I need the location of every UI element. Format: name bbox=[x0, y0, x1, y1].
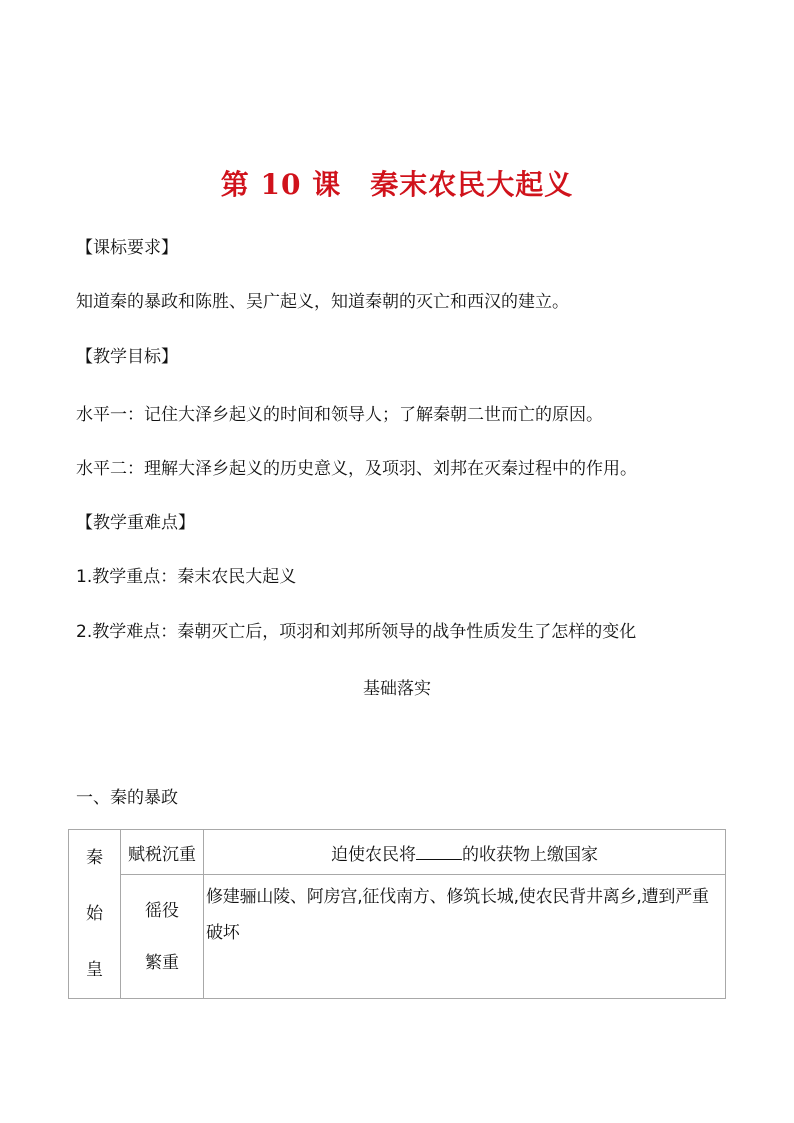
goals-heading: 【教学目标】 bbox=[76, 347, 178, 367]
tyranny-table bbox=[68, 829, 726, 999]
key-point: 1.教学重点：秦末农民大起义 bbox=[76, 567, 297, 587]
part1-heading: 一、秦的暴政 bbox=[76, 788, 178, 808]
desc-cell-corvee: 修建骊山陵、阿房宫,征伐南方、修筑长城,使农民背井离乡,遭到严重破坏 bbox=[204, 875, 726, 999]
goal-level-1: 水平一：记住大泽乡起义的时间和领导人；了解秦朝二世而亡的原因。 bbox=[76, 405, 603, 425]
tax-desc-after: 的收获物上缴国家 bbox=[462, 844, 598, 865]
foundation-heading: 基础落实 bbox=[363, 679, 431, 699]
item-cell-tax: 赋税沉重 bbox=[121, 830, 204, 875]
lesson-title: 第 10 课 秦末农民大起义 bbox=[220, 168, 574, 201]
ruler-char: 秦 bbox=[86, 848, 103, 868]
corvee-label-line: 徭役 bbox=[145, 900, 179, 921]
tax-desc-before: 迫使农民将 bbox=[331, 844, 416, 865]
fill-in-blank[interactable] bbox=[416, 841, 462, 860]
goal-level-2: 水平二：理解大泽乡起义的历史意义，及项羽、刘邦在灭秦过程中的作用。 bbox=[76, 459, 637, 479]
ruler-char: 始 bbox=[86, 904, 103, 924]
standards-text: 知道秦的暴政和陈胜、吴广起义，知道秦朝的灭亡和西汉的建立。 bbox=[76, 292, 569, 312]
ruler-char: 皇 bbox=[86, 960, 103, 980]
desc-cell-tax bbox=[204, 830, 726, 875]
difficult-point: 2.教学难点：秦朝灭亡后，项羽和刘邦所领导的战争性质发生了怎样的变化 bbox=[76, 622, 637, 642]
item-cell-corvee bbox=[121, 875, 204, 999]
corvee-label-line: 繁重 bbox=[145, 952, 179, 973]
key-difficult-heading: 【教学重难点】 bbox=[76, 513, 195, 533]
ruler-cell bbox=[69, 830, 121, 999]
standards-heading: 【课标要求】 bbox=[76, 238, 178, 258]
